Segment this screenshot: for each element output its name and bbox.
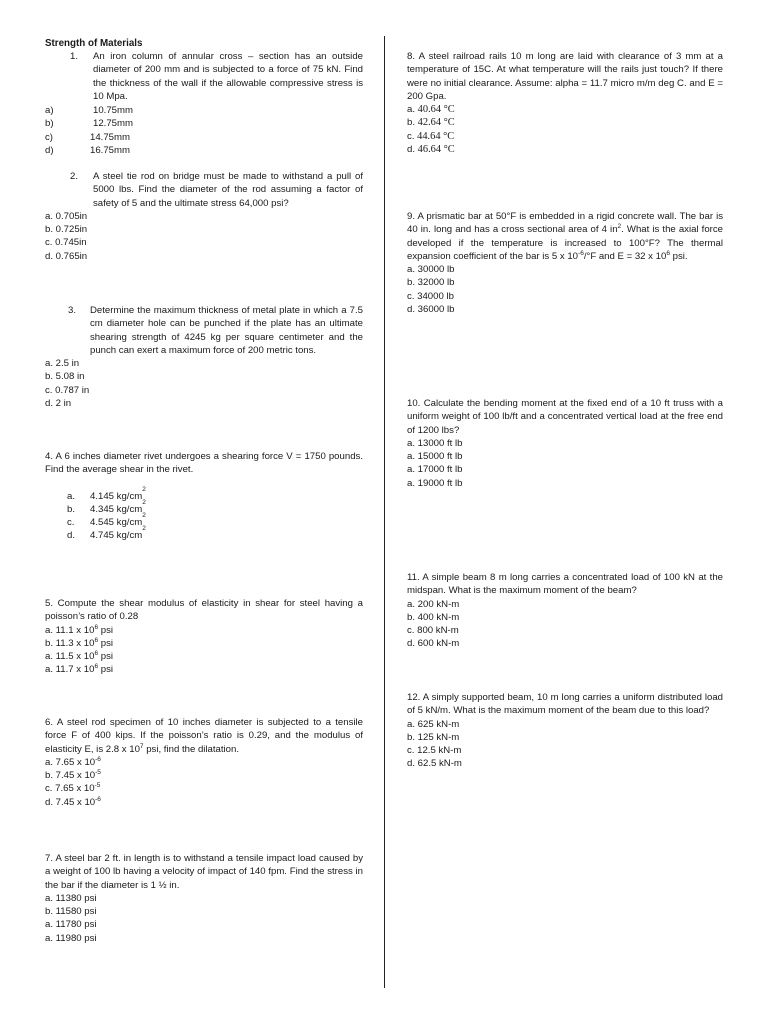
question-number: 2. [70,171,79,182]
option-d: d. 36000 lb [407,304,455,316]
option-d: d. 2 in [45,398,72,410]
option-a: a. 4.145 kg/cm 2 [67,485,146,502]
option-a: a. 40.64 °C [407,104,455,116]
question-9 [407,210,723,316]
option-b: b. 42.64 °C [407,117,455,129]
option-d: a. 11.7 x $10^6$ psi [45,663,113,676]
option-b: b. 125 kN-m [407,731,460,743]
option-b: b. 7.45 x $10^{-5}$ [45,769,101,782]
option-c: a. 11780 psi [45,919,97,931]
option-c: c. 800 kN-m [407,625,459,637]
question-6 [45,716,363,809]
option-b: b. 0.725in [45,224,88,236]
question-text: 4. A 6 inches diameter rivet undergoes a shearing force V = 1750 pounds. Find the average shear in the rivet. [45,451,363,476]
option-b: b) 12.75mm [45,118,133,130]
option-b: b. 32000 lb [407,277,455,289]
option-a: a. 13000 ft lb [407,437,463,449]
option-b: b. 11.3 x $10^6$ psi [45,636,113,649]
question-3 [45,304,363,410]
question-2 [45,170,363,263]
option-d: d. 7.45 x $10^{-6}$ [45,795,101,808]
option-c: c. 7.65 x $10^{-5}$ [45,782,101,795]
option-c: c. 4.545 kg/cm 2 [67,512,146,529]
question-10 [407,397,723,490]
option-d: d. 0.765in [45,250,88,262]
question-stem [45,50,363,103]
option-a: a. 200 kN-m [407,598,460,610]
option-a: a. 11380 psi [45,892,97,904]
option-d: d. 46.64 °C [407,144,455,156]
question-stem [45,170,363,210]
question-12 [407,691,723,771]
option-a: a. 30000 lb [407,264,455,276]
option-c: c. 44.64 °C [407,130,455,142]
question-stem [45,304,363,357]
question-text: Determine the maximum thickness of metal plate in which a 7.5 cm diameter hole can be punched if the plate has an ultimate shearing strength of 4245 kg per square centimeter and the punch can exert a maximum force of 200 metric tons. [90,305,363,356]
option-d: d. 600 kN-m [407,638,460,650]
option-b: b. 5.08 in [45,371,85,383]
option-b: a. 15000 ft lb [407,451,463,463]
question-text: 9. A prismatic bar at 50°F is embedded in a rigid concrete wall. The bar is 40 in. long and has a cross sectional area of 4 $in^2$. What is the axial force developed if the temperature is increased to 100°F? The thermal expansion coefficient of the bar is 5 x $10^{-6}/^\circ F$ and E = 32 x $10^6$ psi. [407,211,723,262]
question-text: 10. Calculate the bending moment at the fixed end of a 10 ft truss with a uniform weight of 100 lb/ft and a concentrated vertical load at the free end of 1200 lbs? [407,398,723,436]
option-c: a. 17000 ft lb [407,464,463,476]
question-text: 7. A steel bar 2 ft. in length is to withstand a tensile impact load caused by a weight of 100 lb having a velocity of impact of 140 fpm. Find the stress in the bar if the diameter is 1 ½ in. [45,853,363,891]
option-c: c. 12.5 kN-m [407,745,462,757]
option-c: c. 0.745in [45,237,87,249]
option-c: a. 11.5 x $10^6$ psi [45,650,113,663]
option-d: a. 11980 psi [45,932,97,944]
question-11 [407,571,723,651]
option-d: d. 4.745 kg/cm 2 [67,525,146,542]
option-a: a. 2.5 in [45,358,80,370]
option-c: c. 34000 lb [407,290,454,302]
option-c: c) 14.75mm [45,131,130,143]
question-text: 11. A simple beam 8 m long carries a concentrated load of 100 kN at the midspan. What is the maximum moment of the beam? [407,572,723,597]
question-1 [45,50,363,157]
question-5 [45,597,363,677]
option-d: a. 19000 ft lb [407,477,463,489]
option-b: b. 11580 psi [45,906,97,918]
question-text: A steel tie rod on bridge must be made to withstand a pull of 5000 lbs. Find the diameter of the rod assuming a factor of safety of 5 and the ultimate stress 64,000 psi? [93,171,363,209]
question-number: 3. [68,305,77,316]
option-d: d. 62.5 kN-m [407,758,462,770]
option-a: a) 10.75mm [45,105,133,117]
option-a: a. 7.65 x $10^{-6}$ [45,755,101,768]
document-title: Strength of Materials [45,38,143,49]
question-text: 5. Compute the shear modulus of elasticity in shear for steel having a poisson’s ratio of 0.28 [45,598,363,623]
question-text: 12. A simply supported beam, 10 m long carries a uniform distributed load of 5 kN/m. What is the maximum moment of the beam due to this load? [407,692,723,717]
option-c: c. 0.787 in [45,384,90,396]
option-b: b. 4.345 kg/cm 2 [67,498,146,515]
question-8 [407,50,723,156]
question-number: 1. [70,51,79,62]
option-a: a. 11.1 x $10^6$ psi [45,623,113,636]
option-b: b. 400 kN-m [407,611,460,623]
question-text: 8. A steel railroad rails 10 m long are laid with clearance of 3 mm at a temperature of 15C. At what temperature will the rails just touch? If there were no initial clearance. Assume: alpha = 11.7 micro m/m deg C. and E = 200 Gpa. [407,51,723,102]
question-4 [45,450,363,543]
option-d: d) 16.75mm [45,145,130,157]
question-7 [45,852,363,945]
option-a: a. 625 kN-m [407,718,460,730]
column-divider [384,36,385,988]
option-a: a. 0.705in [45,210,88,222]
question-text: An iron column of annular cross – section has an outside diameter of 200 mm and is subjected to a force of 75 kN. Find the thickness of the wall if the allowable compressive stress is 10 Mpa. [93,51,363,102]
question-text: 6. A steel rod specimen of 10 inches diameter is subjected to a tensile force F of 400 kips. If the poisson’s ratio is 0.29, and the modulus of elasticity E, is 2.8 x $10^7$ psi, find the dilatation. [45,717,363,755]
